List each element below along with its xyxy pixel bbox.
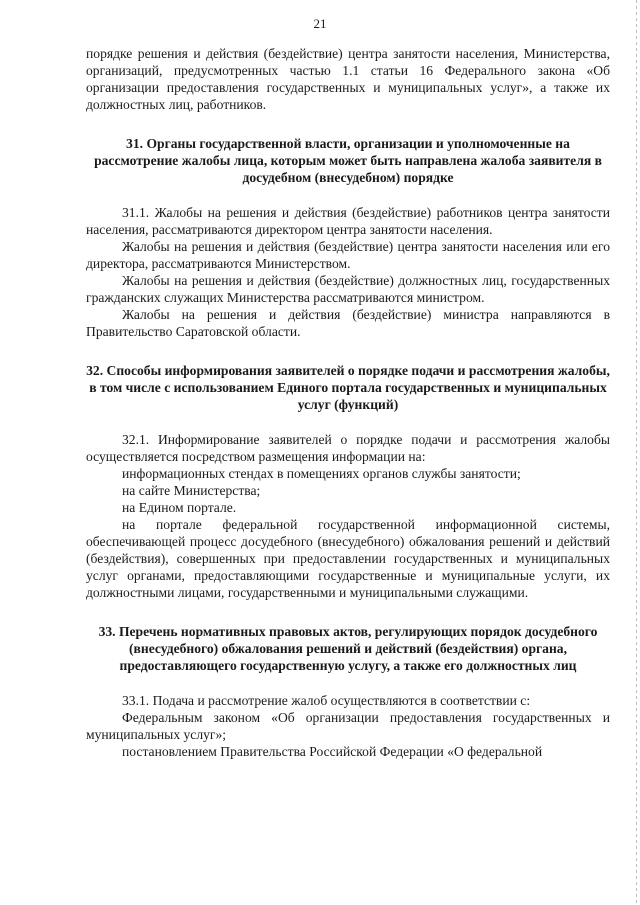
- section-32-paragraph-4: на Едином портале.: [122, 500, 237, 515]
- section-33-paragraph-3: постановлением Правительства Российской Федерации «О федеральной: [122, 744, 543, 759]
- section-32-heading: 32. Способы информирования заявителей о порядке подачи и рассмотрения жалобы, в том числе с использованием Единого портала государственных и муниципальных услуг (функций): [86, 363, 610, 412]
- section-32-paragraph-3: на сайте Министерства;: [122, 483, 261, 498]
- section-32-paragraph-5: на портале федеральной государственной информационной системы, обеспечивающей процесс досудебного (внесудебного) обжалования решений и действий (бездействия), совершенных при предоставлении государственных и муниципальных услуг органами, предоставляющими государственные и муниципальные услуги, их должностными лицами, государственными и муниципальными служащими.: [86, 517, 610, 600]
- section-31-paragraph-2: Жалобы на решения и действия (бездействие) центра занятости населения или его директора, рассматриваются Министерством.: [86, 239, 610, 271]
- scan-edge-line: [636, 0, 637, 905]
- section-33-paragraph-2: Федеральным законом «Об организации предоставления государственных и муниципальных услуг»;: [86, 710, 610, 742]
- page-number: 21: [313, 16, 327, 31]
- section-33-heading: 33. Перечень нормативных правовых актов, регулирующих порядок досудебного (внесудебного) обжалования решений и действий (бездействия) органа, предоставляющего государственную услугу, а также его должностных лиц: [98, 624, 598, 673]
- section-33-paragraph-1: 33.1. Подача и рассмотрение жалоб осуществляются в соответствии с:: [122, 693, 531, 708]
- intro-paragraph: порядке решения и действия (бездействие) центра занятости населения, Министерства, организаций, предусмотренных частью 1.1 статьи 16 Федерального закона «Об организации предоставления государственных и муниципальных услуг», а также их должностных лиц, работников.: [86, 46, 610, 112]
- section-32-paragraph-1: 32.1. Информирование заявителей о порядке подачи и рассмотрения жалобы осуществляется посредством размещения информации на:: [86, 432, 610, 464]
- section-31-paragraph-1: 31.1. Жалобы на решения и действия (бездействие) работников центра занятости населения, рассматриваются директором центра занятости населения.: [86, 205, 610, 237]
- section-31-paragraph-4: Жалобы на решения и действия (бездействие) министра направляются в Правительство Саратовской области.: [86, 307, 610, 339]
- section-31-paragraph-3: Жалобы на решения и действия (бездействие) должностных лиц, государственных гражданских служащих Министерства рассматриваются министром.: [86, 273, 610, 305]
- section-32-paragraph-2: информационных стендах в помещениях органов службы занятости;: [122, 466, 521, 481]
- section-31-heading: 31. Органы государственной власти, организации и уполномоченные на рассмотрение жалобы лица, которым может быть направлена жалоба заявителя в досудебном (внесудебном) порядке: [94, 136, 602, 185]
- page-content: [86, 45, 610, 760]
